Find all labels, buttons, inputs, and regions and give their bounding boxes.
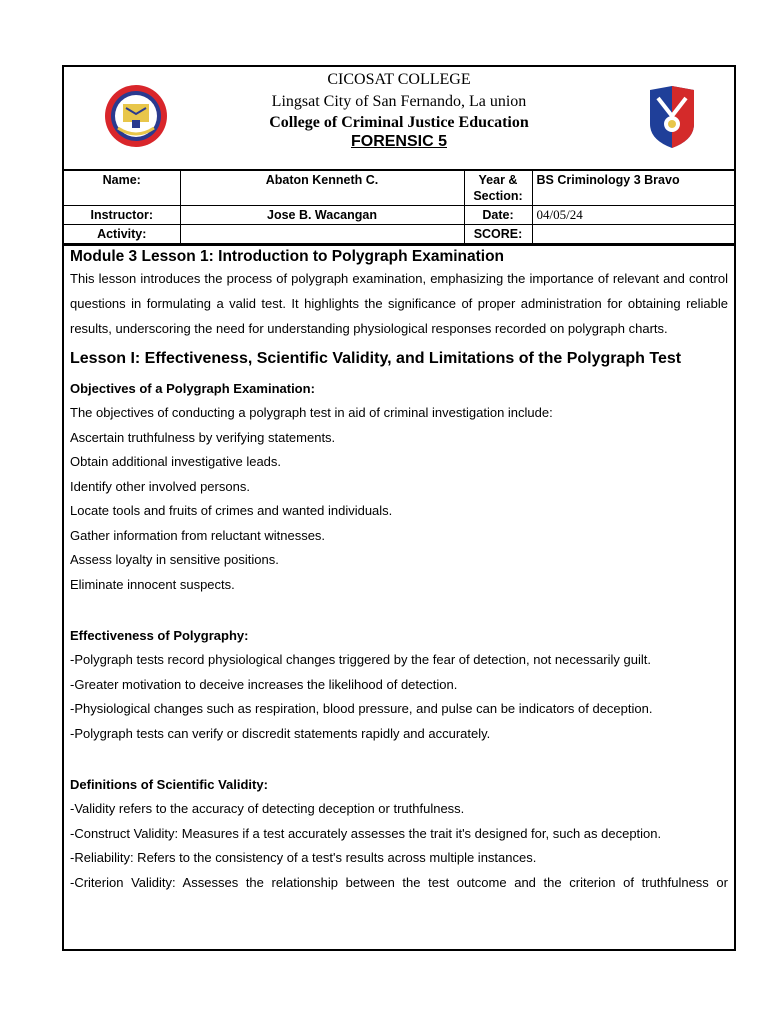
objective-item: Assess loyalty in sensitive positions. <box>70 552 279 567</box>
course-title: FORENSIC 5 <box>350 133 447 150</box>
effectiveness-item: -Greater motivation to deceive increases the likelihood of detection. <box>70 676 458 692</box>
objective-item: Eliminate innocent suspects. <box>70 576 235 592</box>
lesson-content <box>64 244 734 895</box>
document-frame <box>62 65 736 951</box>
section-spacer <box>70 746 728 770</box>
module-title: Module 3 Lesson 1: Introduction to Polygraph Examination <box>70 248 505 265</box>
name-value: Abaton Kenneth C. <box>180 171 464 206</box>
objectives-intro: The objectives of conducting a polygraph test in aid of criminal investigation include: <box>70 405 553 420</box>
validity-heading: Definitions of Scientific Validity: <box>70 777 268 792</box>
criminology-shield-logo <box>646 84 698 150</box>
info-row-instructor <box>64 206 734 225</box>
college-address: Lingsat City of San Fernando, La union <box>271 93 527 110</box>
date-value: 04/05/24 <box>532 206 734 225</box>
validity-item: -Validity refers to the accuracy of detecting deception or truthfulness. <box>70 801 465 816</box>
validity-item: -Criterion Validity: Assesses the relationship between the test outcome and the criterion of truthfulness or <box>70 874 728 890</box>
activity-value <box>180 225 464 244</box>
objective-item: Ascertain truthfulness by verifying statements. <box>70 429 336 445</box>
objective-item: Locate tools and fruits of crimes and wanted individuals. <box>70 503 393 518</box>
objective-item: Gather information from reluctant witnesses. <box>70 527 326 543</box>
effectiveness-heading: Effectiveness of Polygraphy: <box>70 628 249 643</box>
info-row-name <box>64 171 734 206</box>
college-name: CICOSAT COLLEGE <box>327 71 471 88</box>
objectives-heading: Objectives of a Polygraph Examination: <box>70 381 315 396</box>
instructor-value: Jose B. Wacangan <box>180 206 464 225</box>
year-section-value: BS Criminology 3 Bravo <box>532 171 734 206</box>
effectiveness-item: -Physiological changes such as respiration, blood pressure, and pulse can be indicators of deception. <box>70 701 653 716</box>
info-row-activity <box>64 225 734 244</box>
document-header <box>64 67 734 171</box>
instructor-label: Instructor: <box>64 206 180 225</box>
validity-item: -Construct Validity: Measures if a test accurately assesses the trait it's designed for, such as deception. <box>70 825 662 841</box>
objective-item: Obtain additional investigative leads. <box>70 454 282 469</box>
name-label: Name: <box>64 171 180 206</box>
effectiveness-item: -Polygraph tests record physiological changes triggered by the fear of detection, not necessarily guilt. <box>70 652 651 667</box>
year-section-label: Year & Section: <box>464 171 532 206</box>
student-info-table <box>64 171 734 244</box>
validity-item: -Reliability: Refers to the consistency of a test's results across multiple instances. <box>70 850 537 865</box>
lesson-title: Lesson I: Effectiveness, Scientific Validity, and Limitations of the Polygraph Test <box>70 350 682 367</box>
objective-item: Identify other involved persons. <box>70 478 250 494</box>
effectiveness-item: -Polygraph tests can verify or discredit statements rapidly and accurately. <box>70 725 491 741</box>
activity-label: Activity: <box>64 225 180 244</box>
department-name: College of Criminal Justice Education <box>269 114 529 131</box>
intro-paragraph: This lesson introduces the process of polygraph examination, emphasizing the importance of relevant and control questions in formulating a valid test. It highlights the significance of proper administration for obtaining reliable results, underscoring the need for understanding physiological responses recorded on polygraph charts. <box>70 271 728 336</box>
score-value <box>532 225 734 244</box>
section-spacer <box>70 597 728 621</box>
date-label: Date: <box>464 206 532 225</box>
score-label: SCORE: <box>464 225 532 244</box>
